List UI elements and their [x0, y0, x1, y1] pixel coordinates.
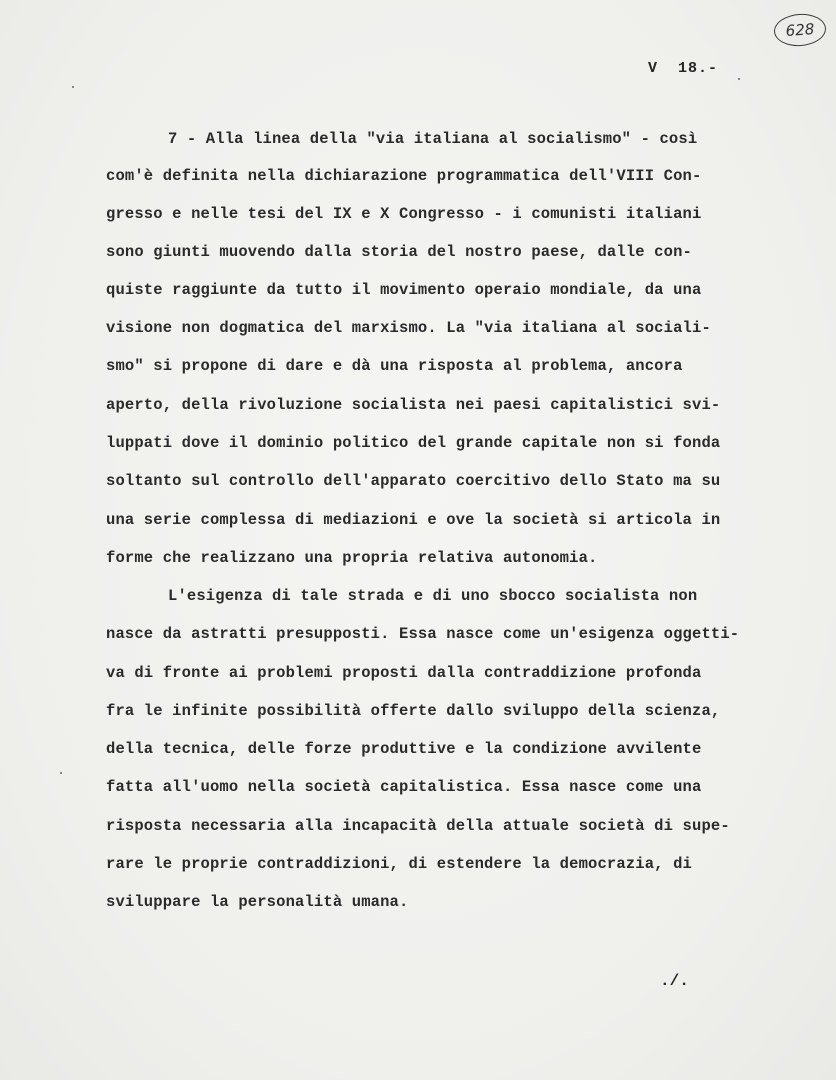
- text-line: della tecnica, delle forze produttive e la condizione avvilente: [106, 740, 702, 758]
- paper-speck: [72, 86, 74, 88]
- text-line: risposta necessaria alla incapacità della attuale società di supe-: [106, 817, 730, 835]
- text-line: aperto, della rivoluzione socialista nei paesi capitalistici svi-: [106, 396, 721, 414]
- text-line: quiste raggiunte da tutto il movimento operaio mondiale, da una: [106, 281, 702, 299]
- text-line: fra le infinite possibilità offerte dallo sviluppo della scienza,: [106, 702, 721, 720]
- text-line: visione non dogmatica del marxismo. La "via italiana al sociali-: [106, 319, 711, 337]
- continuation-mark: ./.: [660, 972, 689, 990]
- text-line: L'esigenza di tale strada e di uno sbocco socialista non: [168, 587, 698, 605]
- text-line: fatta all'uomo nella società capitalistica. Essa nasce come una: [106, 778, 702, 796]
- text-line: rare le proprie contraddizioni, di estendere la democrazia, di: [106, 855, 692, 873]
- text-line: com'è definita nella dichiarazione programmatica dell'VIII Con-: [106, 167, 702, 185]
- text-line: 7 - Alla linea della "via italiana al socialismo" - così: [168, 130, 698, 148]
- text-line: luppati dove il dominio politico del grande capitale non si fonda: [106, 434, 721, 452]
- archive-number-stamp: 628: [773, 12, 827, 48]
- paper-speck: [60, 772, 62, 774]
- text-line: soltanto sul controllo dell'apparato coercitivo dello Stato ma su: [106, 472, 721, 490]
- paper-speck: [738, 78, 740, 80]
- text-line: nasce da astratti presupposti. Essa nasce come un'esigenza oggetti-: [106, 625, 740, 643]
- text-line: va di fronte ai problemi proposti dalla contraddizione profonda: [106, 664, 702, 682]
- text-line: smo" si propone di dare e dà una risposta al problema, ancora: [106, 357, 683, 375]
- page-number: V 18.-: [648, 60, 719, 77]
- text-line: sviluppare la personalità umana.: [106, 893, 409, 911]
- text-line: forme che realizzano una propria relativa autonomia.: [106, 549, 598, 567]
- text-line: gresso e nelle tesi del IX e X Congresso - i comunisti italiani: [106, 205, 702, 223]
- text-line: una serie complessa di mediazioni e ove la società si articola in: [106, 511, 721, 529]
- text-line: sono giunti muovendo dalla storia del nostro paese, dalle con-: [106, 243, 692, 261]
